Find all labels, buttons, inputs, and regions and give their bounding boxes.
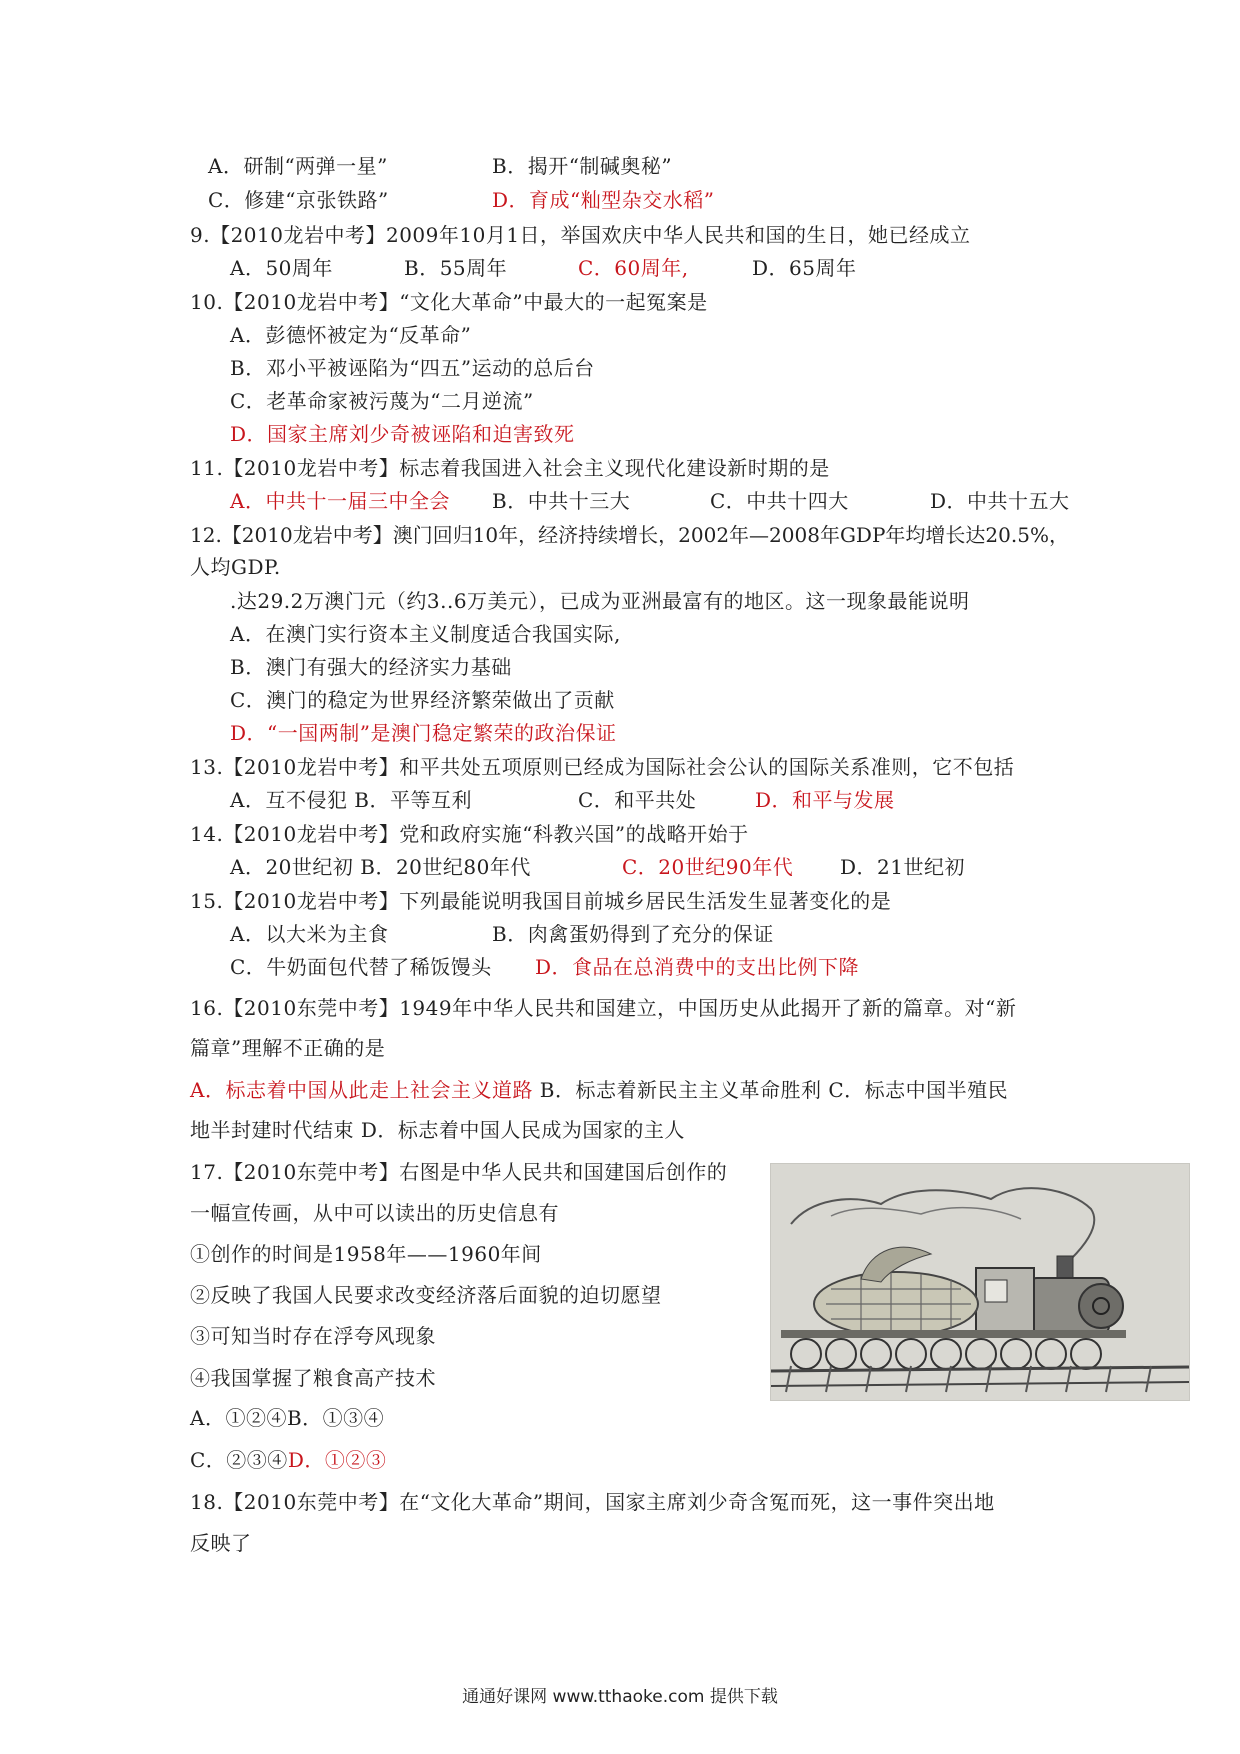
q16-options-line2: 地半封建时代结束 D．标志着中国人民成为国家的主人	[190, 1118, 685, 1142]
q9-option-a: A．50周年	[230, 256, 333, 280]
q14-option-d: D．21世纪初	[840, 855, 965, 879]
q18-stem-line2: 反映了	[190, 1531, 252, 1555]
q15-option-a: A．以大米为主食	[230, 922, 389, 946]
q10-option-a: A．彭德怀被定为“反革命”	[230, 323, 472, 347]
q8-option-a: A．研制“两弹一星”	[208, 154, 388, 178]
q17-stem-line1: 17.【2010东莞中考】右图是中华人民共和国建国后创作的	[190, 1160, 728, 1184]
q12-option-a: A．在澳门实行资本主义制度适合我国实际,	[230, 622, 621, 646]
q11-option-d: D．中共十五大	[930, 489, 1070, 513]
q16-stem-line1: 16.【2010东莞中考】1949年中华人民共和国建立，中国历史从此揭开了新的篇章。对“新	[190, 996, 1017, 1020]
q8-option-b: B．揭开“制碱奥秘”	[492, 154, 673, 178]
q18-stem-line1: 18.【2010东莞中考】在“文化大革命”期间，国家主席刘少奇含冤而死，这一事件突出地	[190, 1490, 995, 1514]
q15-option-c: C．牛奶面包代替了稀饭馒头	[230, 955, 492, 979]
q12-stem-line2: 人均GDP.	[190, 555, 281, 579]
q10-option-c: C．老革命家被污蔑为“二月逆流”	[230, 389, 534, 413]
q17-options-ab	[190, 1404, 384, 1432]
q11-stem: 11.【2010龙岩中考】标志着我国进入社会主义现代化建设新时期的是	[190, 456, 830, 480]
q11-option-a-answer: A．中共十一届三中全会	[230, 489, 450, 513]
q16-stem-line2: 篇章”理解不正确的是	[190, 1036, 386, 1060]
q17-option-d-answer: D．①②③	[287, 1448, 387, 1472]
train-carrying-grain-illustration	[771, 1164, 1189, 1400]
q17-option-b: B．①③④	[286, 1406, 385, 1430]
q12-option-c: C．澳门的稳定为世界经济繁荣做出了贡献	[230, 688, 615, 712]
q17-statement-2: ②反映了我国人民要求改变经济落后面貌的迫切愿望	[190, 1283, 662, 1307]
q12-option-b: B．澳门有强大的经济实力基础	[230, 655, 512, 679]
q14-option-c-answer: C．20世纪90年代	[622, 855, 794, 879]
q16-option-a-answer: A．标志着中国从此走上社会主义道路	[190, 1078, 533, 1102]
q9-stem: 9.【2010龙岩中考】2009年10月1日，举国欢庆中华人民共和国的生日，她已经成立	[190, 223, 971, 247]
q17-statement-3: ③可知当时存在浮夸风现象	[190, 1324, 436, 1348]
q16-options-line1	[190, 1076, 1008, 1104]
q12-stem-line1: 12.【2010龙岩中考】澳门回归10年，经济持续增长，2002年—2008年GDP年均增长达20.5%，	[190, 523, 1069, 547]
q17-statement-4: ④我国掌握了粮食高产技术	[190, 1366, 436, 1390]
q10-stem: 10.【2010龙岩中考】“文化大革命”中最大的一起冤案是	[190, 290, 708, 314]
q15-stem: 15.【2010龙岩中考】下列最能说明我国目前城乡居民生活发生显著变化的是	[190, 889, 892, 913]
q17-options-cd	[190, 1446, 386, 1474]
propaganda-painting-image	[770, 1163, 1190, 1401]
q12-stem-line3: .达29.2万澳门元（约3..6万美元），已成为亚洲最富有的地区。这一现象最能说明	[230, 589, 970, 613]
q8-option-c: C．修建“京张铁路”	[208, 188, 389, 212]
q16-options-bc: B．标志着新民主主义革命胜利 C．标志中国半殖民	[532, 1078, 1009, 1102]
q17-option-a: A．①②④	[190, 1406, 287, 1430]
q14-stem: 14.【2010龙岩中考】党和政府实施“科教兴国”的战略开始于	[190, 822, 749, 846]
q13-stem: 13.【2010龙岩中考】和平共处五项原则已经成为国际社会公认的国际关系准则，它不包括	[190, 755, 1015, 779]
q17-option-c: C．②③④	[190, 1448, 288, 1472]
q12-option-d-answer: D．“一国两制”是澳门稳定繁荣的政治保证	[230, 721, 617, 745]
q13-option-c: C．和平共处	[578, 788, 697, 812]
q10-option-b: B．邓小平被诬陷为“四五”运动的总后台	[230, 356, 595, 380]
q17-stem-line2: 一幅宣传画，从中可以读出的历史信息有	[190, 1201, 559, 1225]
q17-statement-1: ①创作的时间是1958年——1960年间	[190, 1242, 542, 1266]
q9-option-d: D．65周年	[752, 256, 857, 280]
q9-option-b: B．55周年	[404, 256, 508, 280]
q15-option-d-answer: D．食品在总消费中的支出比例下降	[535, 955, 860, 979]
q15-option-b: B．肉禽蛋奶得到了充分的保证	[492, 922, 774, 946]
q14-options-ab: A．20世纪初 B．20世纪80年代	[230, 855, 531, 879]
q10-option-d-answer: D．国家主席刘少奇被诬陷和迫害致死	[230, 422, 575, 446]
q11-option-b: B．中共十三大	[492, 489, 631, 513]
q11-option-c: C．中共十四大	[710, 489, 849, 513]
q13-options-ab: A．互不侵犯 B．平等互利	[230, 788, 472, 812]
q8-option-d-answer: D．育成“籼型杂交水稻”	[492, 188, 715, 212]
page-footer: 通通好课网 www.tthaoke.com 提供下载	[462, 1687, 778, 1707]
q13-option-d-answer: D．和平与发展	[755, 788, 895, 812]
q9-option-c-answer: C．60周年,	[578, 256, 689, 280]
